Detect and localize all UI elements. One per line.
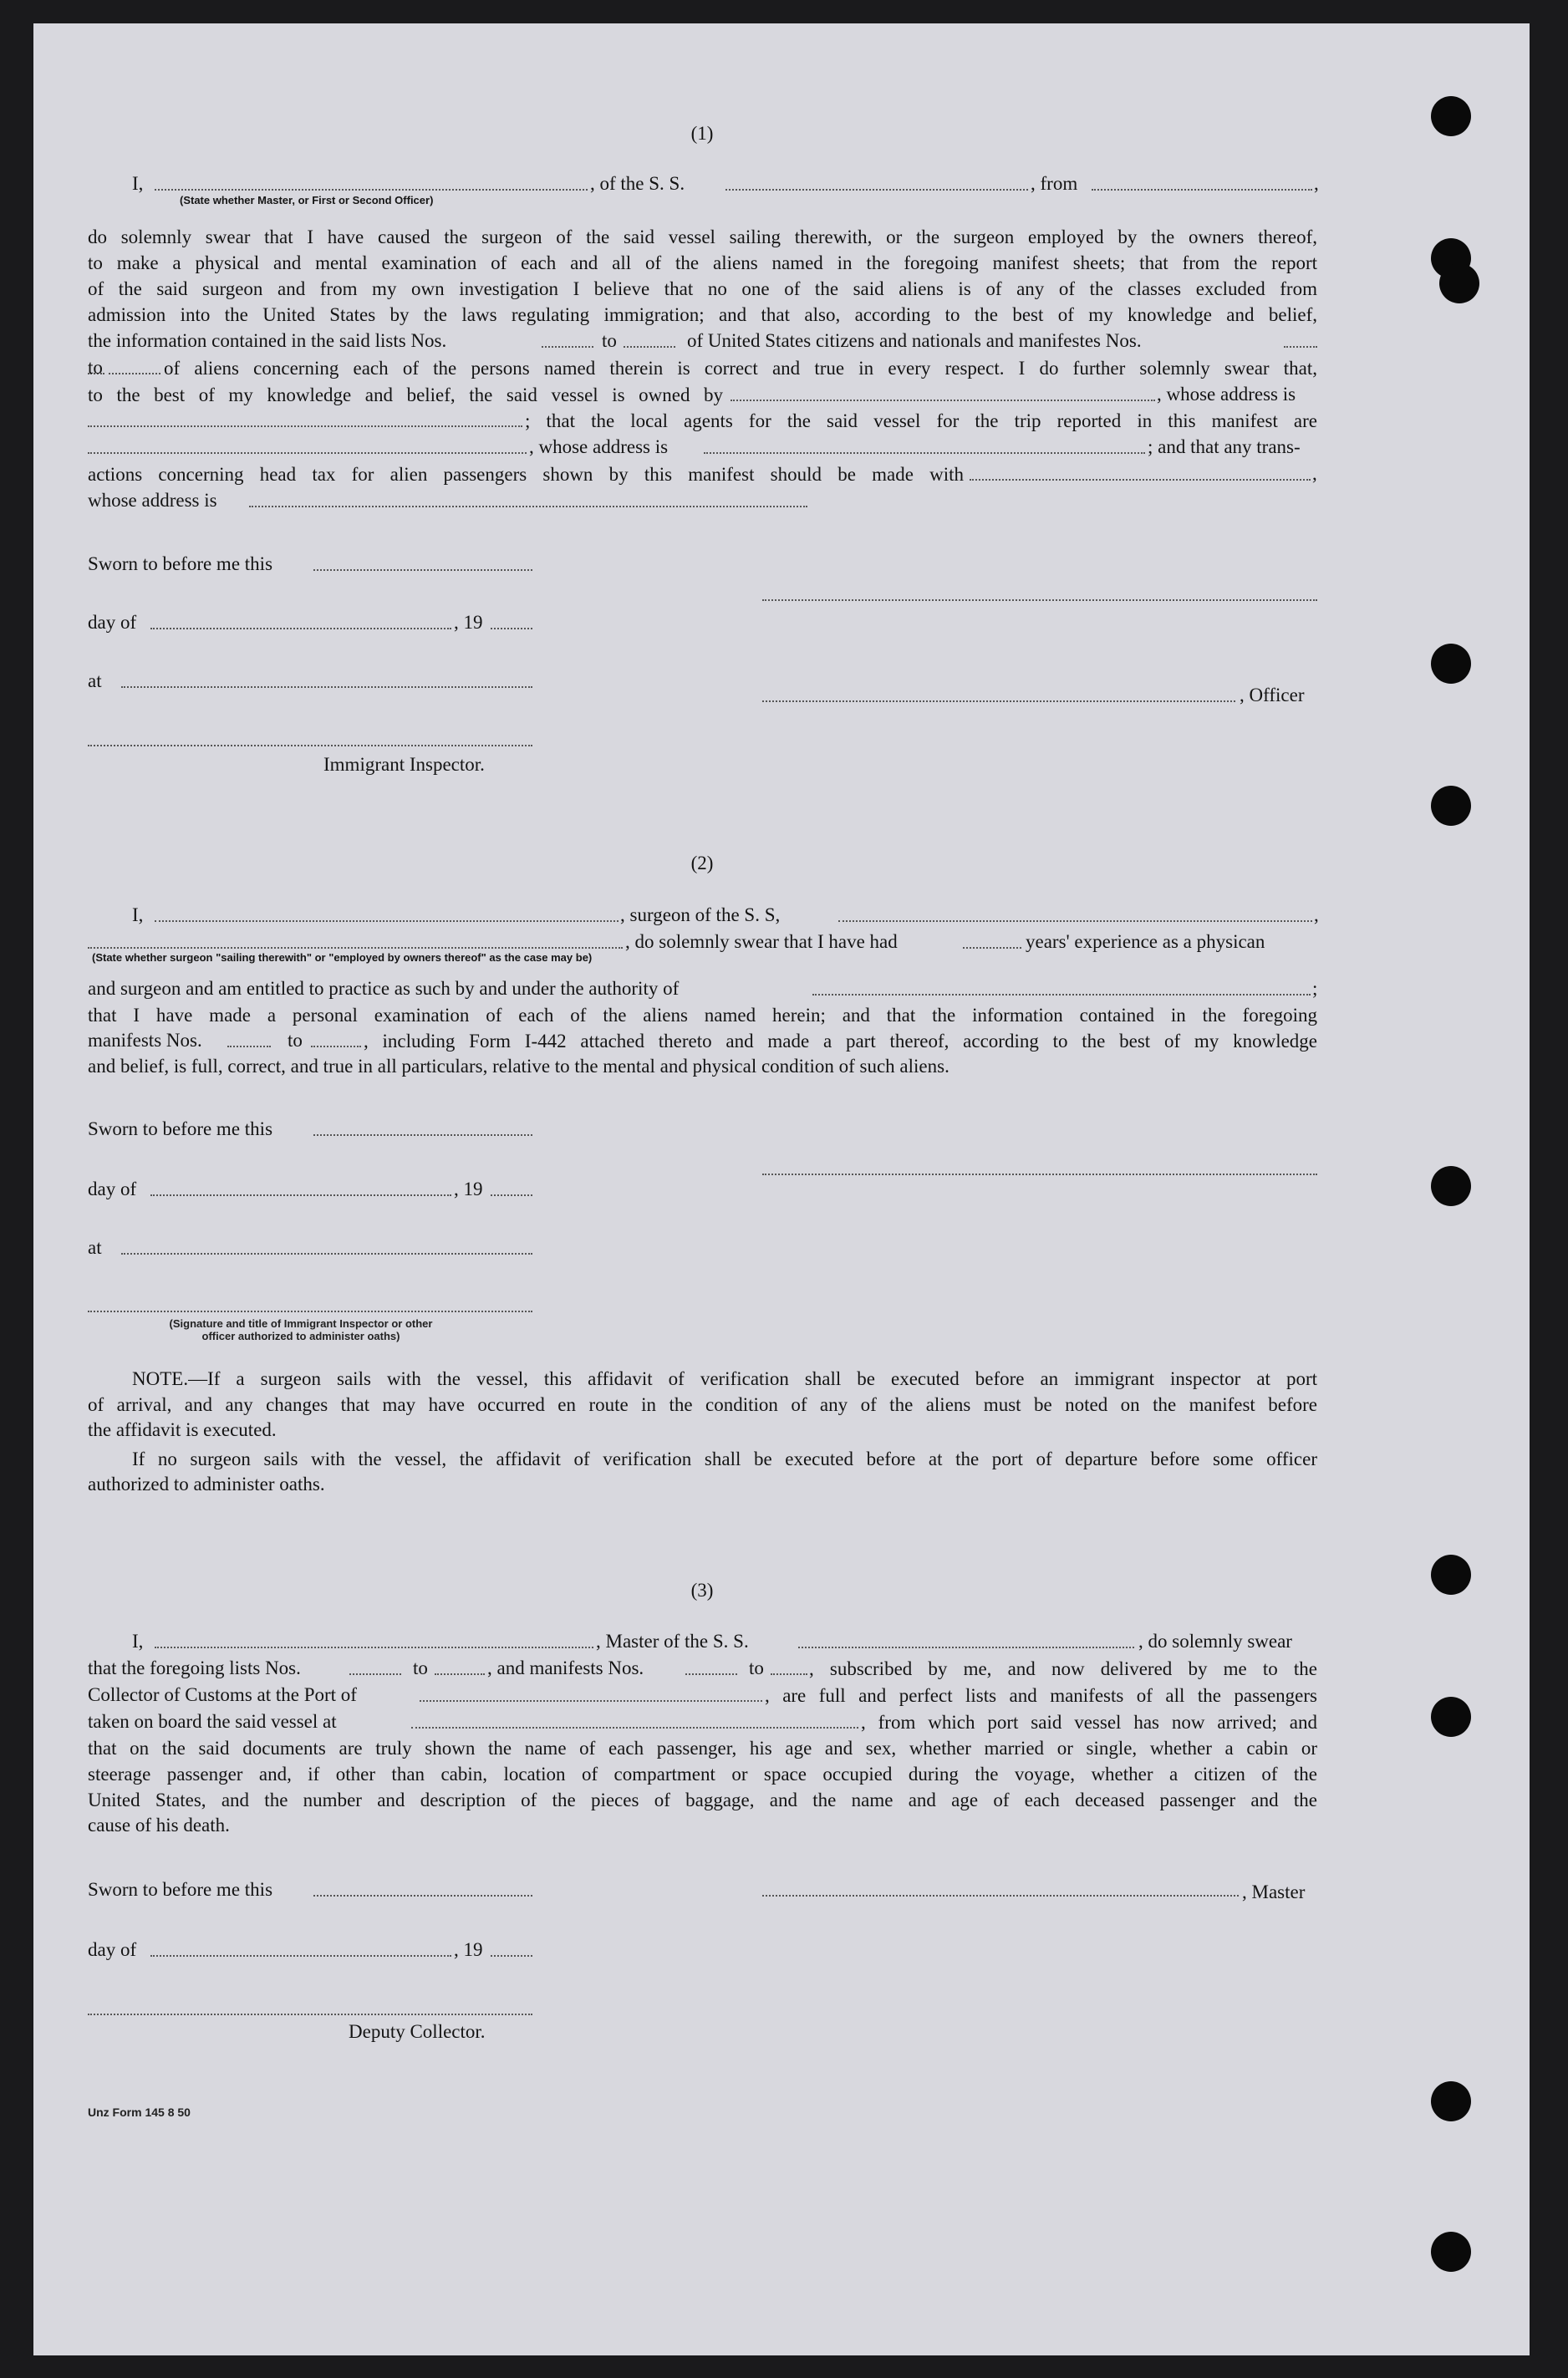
oath-paragraph-line: United States, and the number and description of the pieces of baggage, and the name and age of each deceased passenger and the xyxy=(88,1790,1317,1810)
note-paragraph-line: the affidavit is executed. xyxy=(88,1419,277,1440)
officer-label: , Officer xyxy=(1240,685,1305,705)
oath-text: , are full and perfect lists and manifests of all the passengers xyxy=(765,1685,1317,1706)
lists-from-field[interactable] xyxy=(349,1673,401,1675)
month-field[interactable] xyxy=(150,628,451,629)
form-identifier: Unz Form 145 8 50 xyxy=(88,2106,191,2119)
note-paragraph-line: authorized to administer oaths. xyxy=(88,1474,325,1495)
oath-text: to xyxy=(88,357,103,378)
year-field[interactable] xyxy=(491,628,532,629)
signature-note: officer authorized to administer oaths) xyxy=(201,1330,400,1342)
month-field[interactable] xyxy=(150,1194,451,1196)
officer-signature-line-2[interactable] xyxy=(762,700,1235,702)
oath-text: to xyxy=(288,1030,303,1051)
lists-to-field[interactable] xyxy=(624,346,675,348)
oath-text: , from xyxy=(1031,173,1078,194)
sworn-day-field[interactable] xyxy=(313,1134,532,1136)
authority-signature-line[interactable] xyxy=(88,1311,532,1312)
oath-text: to xyxy=(602,330,617,351)
manifests-from-field[interactable] xyxy=(227,1046,271,1047)
oath-paragraph-line: that on the said documents are truly shown the name of each passenger, his age and sex, whether married or single, whether a cabin or xyxy=(88,1738,1317,1759)
oath-text: , of the S. S. xyxy=(590,173,685,194)
customs-port-field[interactable] xyxy=(420,1700,762,1702)
oath-text: , whose address is xyxy=(529,436,669,457)
oath-text: to the best of my knowledge and belief, the said vessel is owned by xyxy=(88,384,723,405)
oath-text: of United States citizens and nationals and manifestes Nos. xyxy=(687,330,1142,351)
month-field[interactable] xyxy=(150,1955,451,1957)
owner-field[interactable] xyxy=(731,400,1155,401)
year-field[interactable] xyxy=(491,1194,532,1196)
manifests-to-field[interactable] xyxy=(109,373,160,374)
oath-text: I, xyxy=(132,1631,144,1652)
head-tax-contact-field[interactable] xyxy=(970,479,1311,481)
oath-text: , subscribed by me, and now delivered by me to the xyxy=(809,1658,1317,1679)
day-of-label: day of xyxy=(88,612,137,633)
at-label: at xyxy=(88,670,102,691)
from-port-field[interactable] xyxy=(1092,189,1312,191)
section-number: (1) xyxy=(690,123,714,144)
surgeon-status-field[interactable] xyxy=(88,947,623,949)
agents-field[interactable] xyxy=(88,452,527,454)
manifests-to-field[interactable] xyxy=(771,1673,807,1675)
oath-text: , do solemnly swear that I have had xyxy=(625,931,898,952)
lists-from-field[interactable] xyxy=(542,346,593,348)
binder-hole xyxy=(1431,786,1471,826)
day-of-label: day of xyxy=(88,1179,137,1199)
authority-field[interactable] xyxy=(812,994,1311,996)
lists-to-field[interactable] xyxy=(435,1673,485,1675)
year-label: , 19 xyxy=(454,1939,483,1960)
sworn-label: Sworn to before me this xyxy=(88,1118,273,1139)
oath-text: I, xyxy=(132,904,144,925)
binder-hole xyxy=(1431,2081,1471,2121)
oath-text: Collector of Customs at the Port of xyxy=(88,1684,357,1705)
agents-address-field[interactable] xyxy=(704,452,1145,454)
years-experience-field[interactable] xyxy=(963,947,1021,949)
oath-text: , surgeon of the S. S, xyxy=(620,904,781,925)
year-field[interactable] xyxy=(491,1955,532,1957)
manifests-from-field[interactable] xyxy=(685,1673,737,1675)
binder-hole xyxy=(1431,1555,1471,1595)
oath-paragraph-line: to make a physical and mental examination of each and all of the aliens named in the foregoing manifest sheets; that from the report xyxy=(88,252,1317,273)
oath-text: , xyxy=(1314,904,1319,925)
binder-hole xyxy=(1431,1166,1471,1206)
officer-signature-line-1[interactable] xyxy=(762,599,1317,601)
oath-text: , do solemnly swear xyxy=(1138,1631,1292,1652)
oath-text: , from which port said vessel has now arrived; and xyxy=(861,1712,1317,1733)
oath-text: whose address is xyxy=(88,490,217,511)
boarding-port-field[interactable] xyxy=(411,1727,858,1729)
collector-label: Deputy Collector. xyxy=(349,2021,486,2042)
oath-text: I, xyxy=(132,173,144,194)
sworn-day-field[interactable] xyxy=(313,569,532,571)
ship-name-field[interactable] xyxy=(725,189,1028,191)
oath-text: the information contained in the said lists Nos. xyxy=(88,330,447,351)
oath-paragraph-line: admission into the United States by the laws regulating immigration; and that also, according to the best of my knowledge and belief, xyxy=(88,304,1317,325)
oath-text: that the foregoing lists Nos. xyxy=(88,1657,301,1678)
manifests-to-field[interactable] xyxy=(311,1046,361,1047)
oath-text: , and manifests Nos. xyxy=(487,1657,644,1678)
ship-name-field[interactable] xyxy=(798,1647,1134,1648)
sworn-label: Sworn to before me this xyxy=(88,553,273,574)
oath-text: , xyxy=(1312,463,1317,484)
manifests-from-field[interactable] xyxy=(1284,346,1317,348)
sworn-label: Sworn to before me this xyxy=(88,1879,273,1900)
oath-text: , including Form I-442 attached thereto and made a part thereof, according to the best of my knowledge xyxy=(364,1031,1317,1052)
section-number: (2) xyxy=(690,853,714,873)
inspector-label: Immigrant Inspector. xyxy=(323,754,485,775)
section-number: (3) xyxy=(690,1580,714,1601)
oath-text: ; that the local agents for the said vessel for the trip reported in this manifest are xyxy=(525,410,1317,431)
master-signature-line[interactable] xyxy=(762,1895,1239,1897)
ship-name-field[interactable] xyxy=(838,920,1312,922)
collector-signature-line[interactable] xyxy=(88,2014,532,2015)
binder-hole xyxy=(1439,263,1479,303)
oath-text: , xyxy=(1314,173,1319,194)
inspector-signature-line[interactable] xyxy=(88,745,532,746)
place-field[interactable] xyxy=(121,686,532,688)
surgeon-signature-line[interactable] xyxy=(762,1174,1317,1175)
binder-hole xyxy=(1431,2232,1471,2272)
signature-note: (Signature and title of Immigrant Inspector or other xyxy=(169,1317,433,1330)
master-name-field[interactable] xyxy=(155,1647,593,1648)
binder-hole xyxy=(1431,644,1471,684)
head-tax-address-field[interactable] xyxy=(249,506,807,507)
surgeon-note: (State whether surgeon "sailing therewith" or "employed by owners thereof" as the case may be) xyxy=(92,951,593,964)
oath-text: actions concerning head tax for alien passengers shown by this manifest should be made with xyxy=(88,464,964,485)
oath-text: of aliens concerning each of the persons named therein is correct and true in every respect. I do further solemnly swear that, xyxy=(164,358,1317,379)
oath-paragraph-line: do solemnly swear that I have caused the surgeon of the said vessel sailing therewith, or the surgeon employed by the owners thereof, xyxy=(88,227,1317,247)
oath-text: , Master of the S. S. xyxy=(596,1631,749,1652)
binder-hole xyxy=(1431,1697,1471,1737)
year-label: , 19 xyxy=(454,1179,483,1199)
oath-text: ; and that any trans- xyxy=(1148,436,1301,457)
note-paragraph-line: NOTE.—If a surgeon sails with the vessel, this affidavit of verification shall be executed before an immigrant inspector at port xyxy=(132,1368,1317,1389)
oath-text: to xyxy=(749,1657,764,1678)
officer-note: (State whether Master, or First or Second Officer) xyxy=(180,194,434,206)
day-of-label: day of xyxy=(88,1939,137,1960)
oath-text: manifests Nos. xyxy=(88,1030,202,1051)
oath-paragraph-line: and belief, is full, correct, and true in all particulars, relative to the mental and physical condition of such aliens. xyxy=(88,1056,949,1077)
note-paragraph-line: If no surgeon sails with the vessel, the affidavit of verification shall be executed before at the port of departure before some officer xyxy=(132,1449,1317,1469)
surgeon-name-field[interactable] xyxy=(155,920,619,922)
sworn-day-field[interactable] xyxy=(313,1895,532,1897)
officer-name-field[interactable] xyxy=(155,189,588,191)
oath-text: ; xyxy=(1312,978,1318,999)
note-paragraph-line: of arrival, and any changes that may have occurred en route in the condition of any of the aliens must be noted on the manifest before xyxy=(88,1394,1317,1415)
year-label: , 19 xyxy=(454,612,483,633)
oath-text: to xyxy=(413,1657,428,1678)
oath-text: taken on board the said vessel at xyxy=(88,1711,337,1732)
oath-paragraph-line: that I have made a personal examination of each of the aliens named herein; and that the information contained in the foregoing xyxy=(88,1005,1317,1026)
place-field[interactable] xyxy=(121,1253,532,1255)
master-label: , Master xyxy=(1242,1882,1306,1902)
oath-text: , whose address is xyxy=(1157,384,1296,405)
oath-paragraph-line: cause of his death. xyxy=(88,1815,230,1836)
at-label: at xyxy=(88,1237,102,1258)
oath-paragraph-line: steerage passenger and, if other than cabin, location of compartment or space occupied during the voyage, whether a citizen of the xyxy=(88,1764,1317,1785)
oath-paragraph-line: of the said surgeon and from my own investigation I believe that no one of the said aliens is of any of the classes excluded from xyxy=(88,278,1317,299)
oath-text: years' experience as a physican xyxy=(1026,931,1265,952)
owner-address-field[interactable] xyxy=(88,425,522,427)
oath-text: and surgeon and am entitled to practice as such by and under the authority of xyxy=(88,978,680,999)
binder-hole xyxy=(1431,96,1471,136)
